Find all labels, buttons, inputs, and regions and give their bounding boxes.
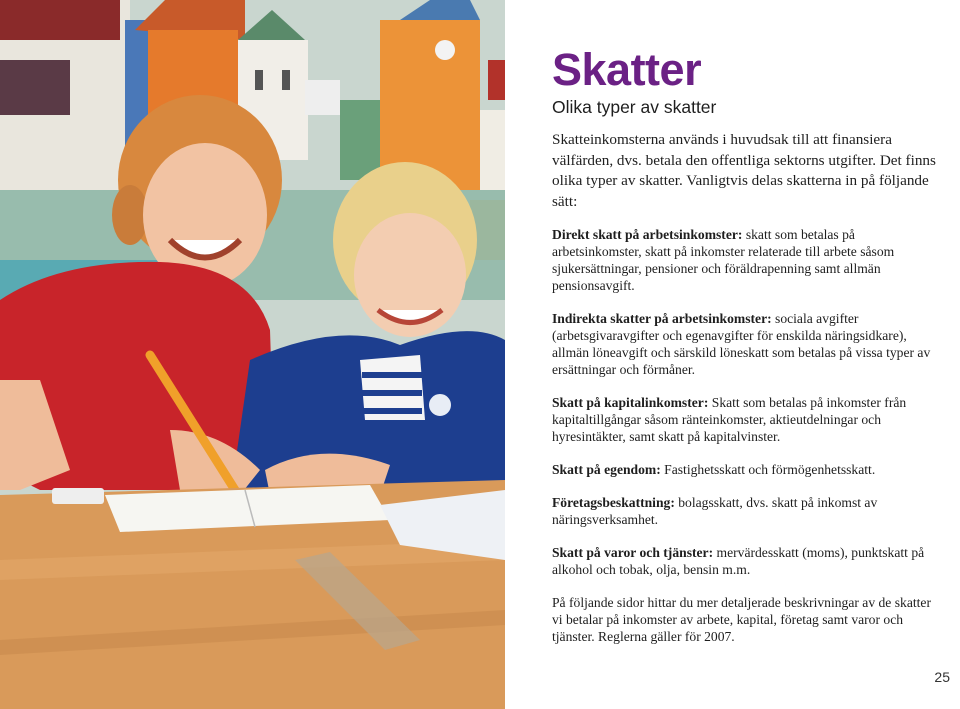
section-heading: Skatt på varor och tjänster: (552, 545, 714, 560)
page-number: 25 (934, 669, 950, 685)
article (552, 44, 944, 645)
section-heading: Direkt skatt på arbetsinkomster: (552, 227, 743, 242)
intro-paragraph: Skatteinkomsterna används i huvudsak till att finansiera välfärden, dvs. betala den offentliga sektorns utgifter. Det finns olika typer av skatter. Vanligtvis delas skatterna in på följande sätt: (552, 131, 936, 210)
section-text: mervärdesskatt (moms), punktskatt på alkohol och tobak, olja, bensin m.m. (552, 545, 925, 577)
page-subtitle: Olika typer av skatter (552, 97, 717, 117)
section-text: skatt som betalas på arbetsinkomster, skatt på inkomster relaterade till arbete såsom sjukersättningar, pensioner och föräldrapenning samt allmän pensionsavgift. (552, 227, 895, 293)
section-goods-services-tax (552, 544, 944, 578)
section-heading: Företagsbeskattning: (552, 495, 675, 510)
section-indirect-tax (552, 310, 944, 378)
section-heading: Skatt på kapitalinkomster: (552, 395, 709, 410)
section-direct-tax (552, 226, 944, 294)
section-corporate-tax (552, 494, 944, 528)
section-text: bolagsskatt, dvs. skatt på inkomst av näringsverksamhet. (552, 495, 878, 527)
section-text: sociala avgifter (arbetsgivaravgifter och egenavgifter för enskilda näringsidkare), allmän löneavgift och särskild löneskatt som betalas på vissa typer av ersättningar och förmåner. (552, 311, 931, 377)
page-title: Skatter (552, 44, 702, 95)
section-property-tax (552, 461, 944, 478)
section-heading: Indirekta skatter på arbetsinkomster: (552, 311, 772, 326)
section-text: Fastighetsskatt och förmögenhetsskatt. (660, 462, 876, 477)
section-text: Skatt som betalas på inkomster från kapitaltillgångar såsom ränteinkomster, aktieutdelningar och hyresintäkter, samt skatt på kapitalvinster. (552, 395, 907, 444)
outro-paragraph: På följande sidor hittar du mer detaljerade beskrivningar av de skatter vi betalar på inkomster av arbete, kapital, företag samt varor och tjänster. Reglerna gäller för 2007. (552, 595, 931, 644)
section-capital-tax (552, 394, 944, 445)
section-heading: Skatt på egendom: (552, 462, 661, 477)
